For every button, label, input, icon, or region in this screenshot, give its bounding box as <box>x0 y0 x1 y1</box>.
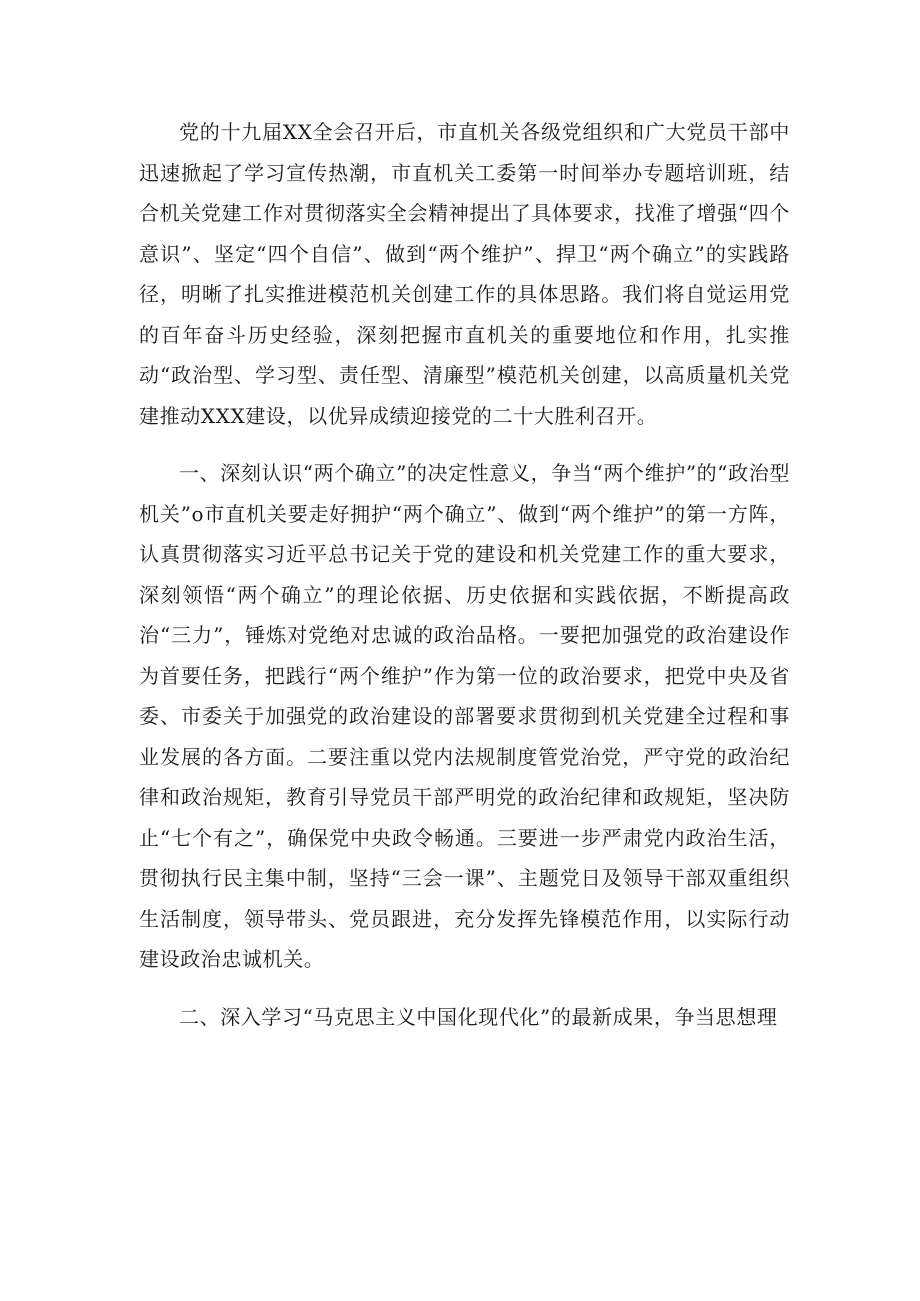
section-two-paragraph: 二、深入学习“马克思主义中国化现代化”的最新成果，争当思想理 <box>179 1004 778 1029</box>
section-one-paragraph: 一、深刻认识“两个确立”的决定性意义，争当“两个维护”的“政治型机关”o市直机关要走好拥护“两个确立”、做到“两个维护”的第一方阵，认真贯彻落实习近平总书记关于党的建设和机关党建工作的重大要求，深刻领悟“两个确立”的理论依据、历史依据和实践依据，不断提高政治“三力”，锤炼对党绝对忠诚的政治品格。一要把加强党的政治建设作为首要任务，把践行“两个维护”作为第一位的政治要求，把党中央及省委、市委关于加强党的政治建设的部署要求贯彻到机关党建全过程和事业发展的各方面。二要注重以党内法规制度管党治党，严守党的政治纪律和政治规矩，教育引导党员干部严明党的政治纪律和政规矩，坚决防止“七个有之”，确保党中央政令畅通。三要进一步严肃党内政治生活，贯彻执行民主集中制，坚持“三会一课”、主题党日及领导干部双重组织生活制度，领导带头、党员跟进，充分发挥先锋模范作用，以实际行动建设政治忠诚机关。 <box>139 461 790 971</box>
intro-paragraph: 党的十九届XX全会召开后，市直机关各级党组织和广大党员干部中迅速掀起了学习宣传热潮，市直机关工委第一时间举办专题培训班，结合机关党建工作对贯彻落实全会精神提出了具体要求，找准了增强“四个意识”、坚定“四个自信”、做到“两个维护”、捍卫“两个确立”的实践路径，明晰了扎实推进模范机关创建工作的具体思路。我们将自觉运用党的百年奋斗历史经验，深刻把握市直机关的重要地位和作用，扎实推动“政治型、学习型、责任型、清廉型”模范机关创建，以高质量机关党建推动XXX建设，以优异成绩迎接党的二十大胜利召开。 <box>139 120 790 428</box>
document-body <box>139 112 790 1037</box>
